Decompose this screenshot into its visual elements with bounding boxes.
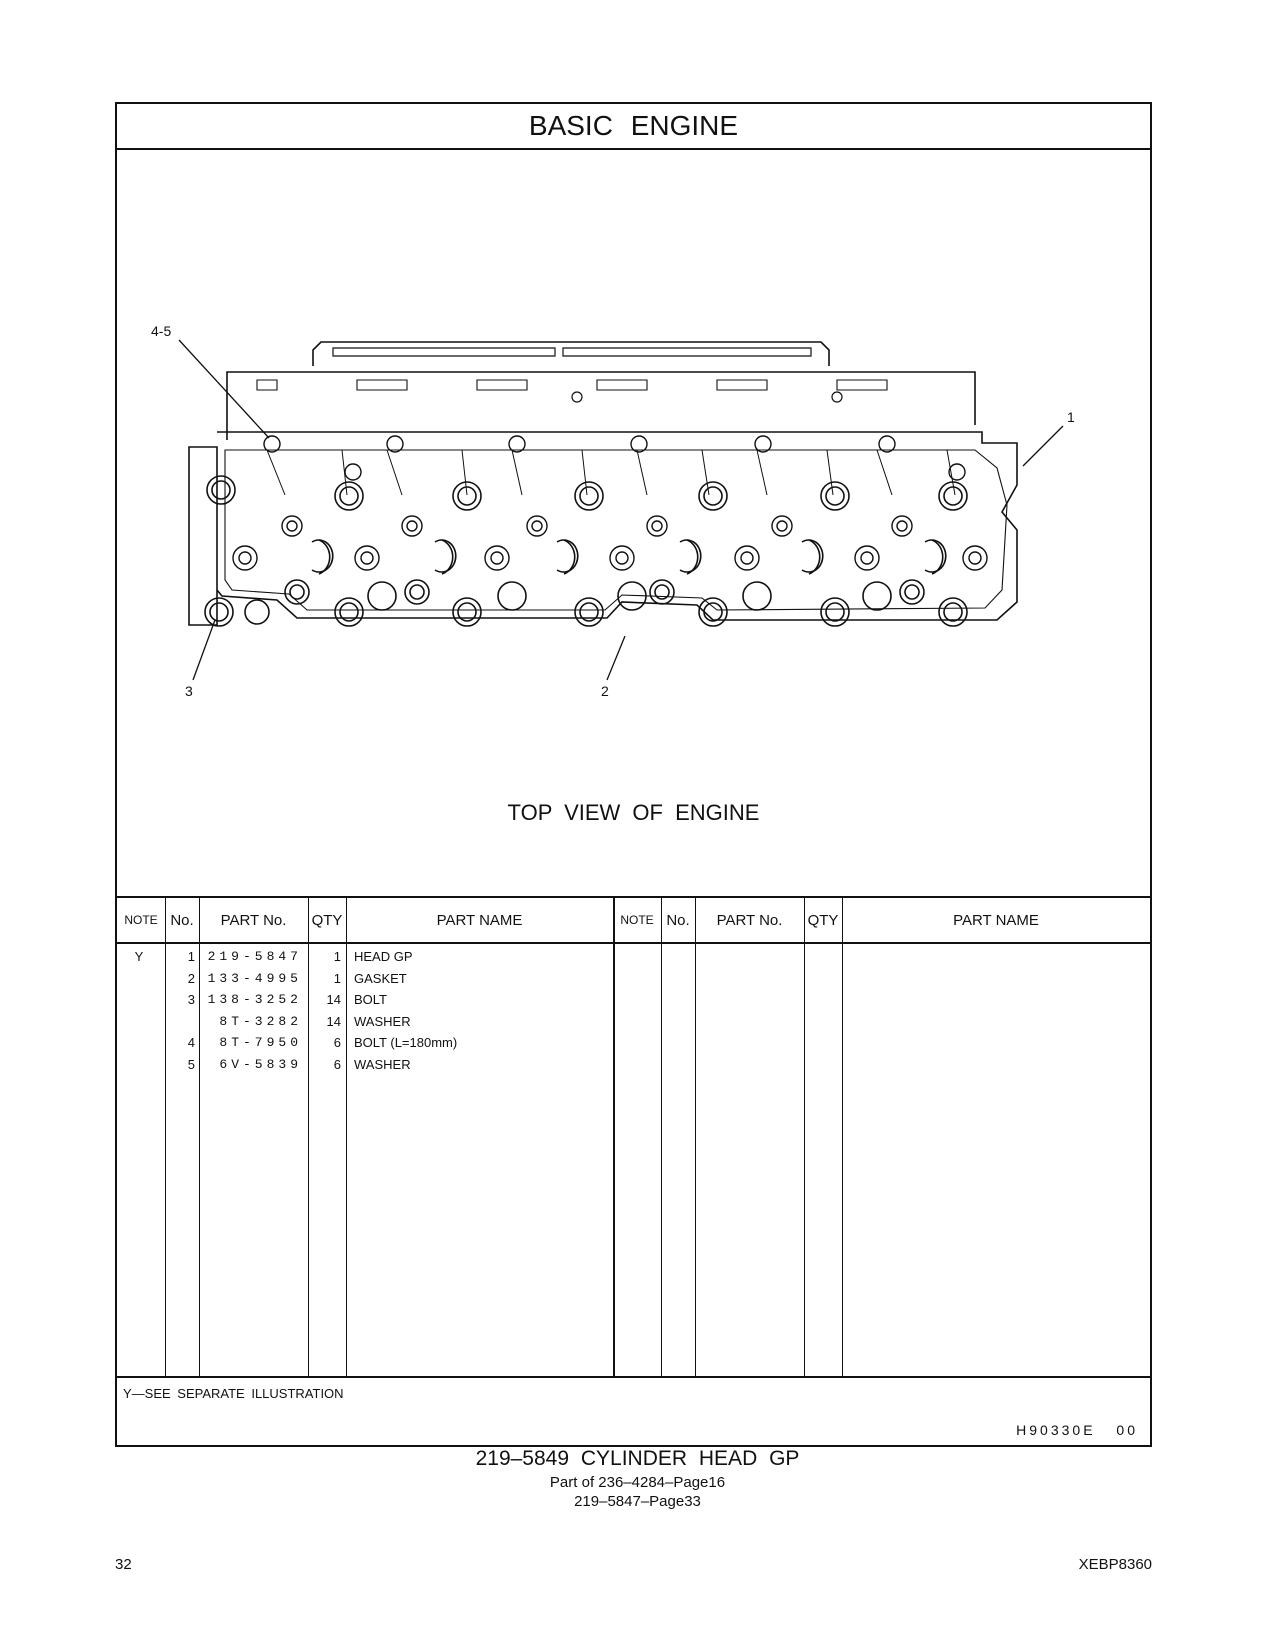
- cell-qty: 1: [333, 949, 341, 964]
- cell-part-no: 6V-5839: [219, 1056, 302, 1072]
- cell-qty: 14: [326, 992, 341, 1007]
- cell-part-no: 8T-3282: [219, 1013, 302, 1029]
- cell-part-no: 138-3252: [207, 992, 302, 1007]
- cell-part-name: BOLT (L=180mm): [354, 1035, 458, 1050]
- cell-part-name: GASKET: [354, 970, 407, 986]
- drawing-reference: H90330E 00: [1016, 1422, 1138, 1438]
- header-part-no: PART No.: [220, 911, 287, 929]
- view-caption: TOP VIEW OF ENGINE: [507, 800, 760, 825]
- cell-qty: 6: [333, 1056, 341, 1072]
- callout-2: 2: [601, 683, 609, 699]
- page-reference: 219–5847–Page33: [574, 1493, 701, 1510]
- header-part-name: PART NAME: [436, 911, 523, 929]
- engine-illustration: [117, 150, 1150, 896]
- header-qty: QTY: [311, 911, 343, 929]
- header-note-right: NOTE: [620, 913, 654, 927]
- cell-part-no: 219-5847: [207, 949, 302, 964]
- cell-no: 5: [187, 1056, 195, 1072]
- page-number: 32: [115, 1556, 132, 1573]
- header-no-right: No.: [666, 911, 690, 929]
- callout-1: 1: [1067, 409, 1075, 425]
- cell-part-no: 133-4995: [207, 970, 302, 986]
- cell-qty: 14: [326, 1013, 341, 1029]
- page-title: BASIC ENGINE: [117, 104, 1150, 150]
- cylinder-head-drawing: [117, 150, 1150, 770]
- cell-note: Y: [134, 949, 144, 964]
- header-part-name-right: PART NAME: [953, 911, 1039, 929]
- header-part-no-right: PART No.: [716, 911, 783, 929]
- cell-no: 4: [187, 1035, 195, 1050]
- part-of-reference: Part of 236–4284–Page16: [549, 1474, 726, 1491]
- header-qty-right: QTY: [807, 911, 839, 929]
- cell-part-name: HEAD GP: [354, 949, 413, 964]
- group-title: 219–5849 CYLINDER HEAD GP: [475, 1447, 800, 1470]
- cell-qty: 6: [333, 1035, 341, 1050]
- cell-no: 1: [187, 949, 195, 964]
- cell-part-name: BOLT: [354, 992, 387, 1007]
- cell-no: 3: [187, 992, 195, 1007]
- callout-4-5: 4-5: [151, 323, 172, 339]
- header-note: NOTE: [124, 913, 158, 927]
- document-code: XEBP8360: [1078, 1556, 1152, 1573]
- parts-table: [117, 896, 1150, 1378]
- footnote: Y—SEE SEPARATE ILLUSTRATION: [123, 1386, 344, 1401]
- page-frame: [115, 102, 1152, 1447]
- cell-part-name: WASHER: [354, 1013, 411, 1029]
- cell-part-name: WASHER: [354, 1056, 411, 1072]
- callout-3: 3: [185, 683, 193, 699]
- header-no: No.: [170, 911, 194, 929]
- cell-qty: 1: [333, 970, 341, 986]
- cell-part-no: 8T-7950: [219, 1035, 302, 1050]
- cell-no: 2: [187, 970, 195, 986]
